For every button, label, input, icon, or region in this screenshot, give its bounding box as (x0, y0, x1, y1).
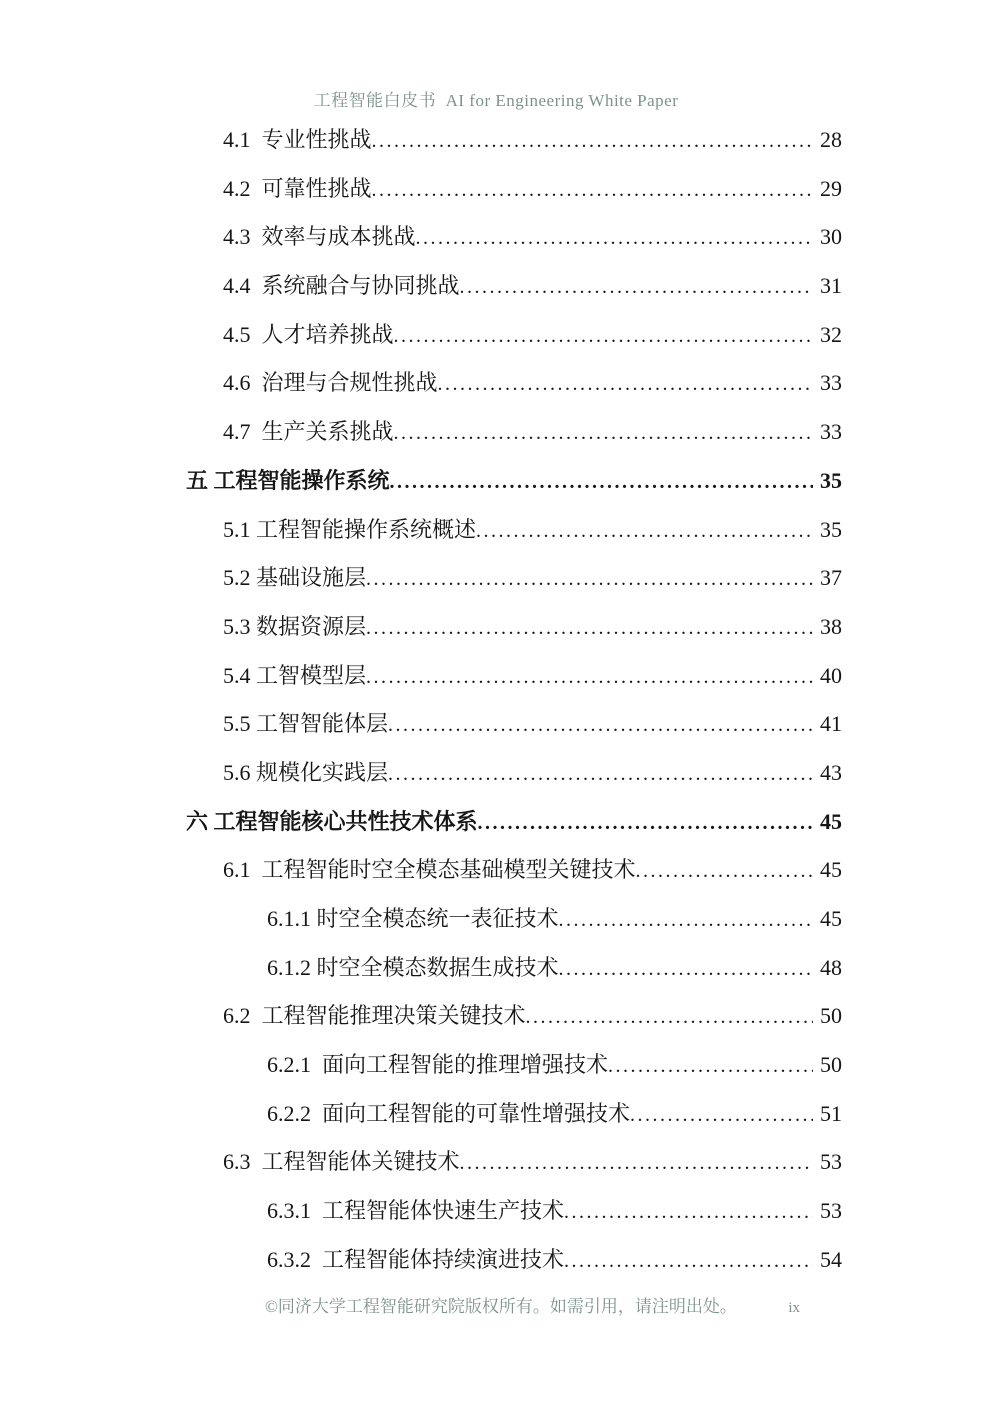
toc-entry-page: 54 (820, 1246, 842, 1272)
toc-entry[interactable] (186, 895, 842, 944)
toc-entry-label: 4.4 系统融合与协同挑战 (223, 273, 460, 299)
toc-entry[interactable] (186, 1187, 842, 1236)
dot-leader (366, 603, 813, 653)
toc-entry[interactable] (186, 311, 842, 360)
toc-entry-page: 37 (820, 565, 842, 591)
toc-entry[interactable] (186, 798, 842, 847)
toc-entry[interactable] (186, 846, 842, 895)
toc-entry[interactable] (186, 603, 842, 652)
toc-entry-page: 48 (820, 954, 842, 980)
toc-entry-label: 五 工程智能操作系统 (186, 467, 390, 493)
toc-entry-page: 35 (820, 467, 842, 493)
dot-leader (372, 165, 813, 215)
toc-entry-label: 4.5 人才培养挑战 (223, 321, 394, 347)
toc-entry-label: 4.3 效率与成本挑战 (223, 224, 416, 250)
toc-entry-page: 32 (820, 321, 842, 347)
dot-leader (372, 116, 813, 166)
toc-entry-page: 38 (820, 613, 842, 639)
toc-entry[interactable] (186, 1138, 842, 1187)
toc-entry-page: 43 (820, 759, 842, 785)
dot-leader (394, 408, 813, 458)
toc-entry-page: 35 (820, 516, 842, 542)
toc-entry-label: 5.4 工智模型层 (223, 662, 367, 688)
toc-entry-label: 六 工程智能核心共性技术体系 (186, 808, 478, 834)
toc-entry[interactable] (186, 944, 842, 993)
toc-entry-label: 5.3 数据资源层 (223, 613, 367, 639)
toc-entry-page: 45 (820, 906, 842, 931)
dot-leader (416, 213, 813, 263)
dot-leader (460, 262, 813, 312)
toc-entry[interactable] (186, 359, 842, 408)
toc-entry-page: 41 (820, 711, 842, 737)
dot-leader (366, 652, 813, 702)
toc-entry-label: 5.5 工智智能体层 (223, 711, 389, 737)
toc-entry-label: 4.7 生产关系挑战 (223, 419, 394, 445)
toc-entry-page: 50 (820, 1003, 842, 1029)
dot-leader (526, 992, 813, 1042)
toc-entry[interactable] (186, 652, 842, 701)
footer-copyright: ©同济大学工程智能研究院版权所有。如需引用，请注明出处。 (265, 1297, 737, 1316)
toc-entry-page: 29 (820, 175, 842, 201)
dot-leader (460, 1138, 813, 1188)
dot-leader (390, 457, 813, 507)
toc-entry[interactable] (186, 408, 842, 457)
toc-entry-page: 53 (820, 1198, 842, 1224)
toc-entry[interactable] (186, 700, 842, 749)
toc-entry-page: 45 (820, 808, 842, 834)
toc-entry-label: 5.2 基础设施层 (223, 565, 367, 591)
dot-leader (630, 1090, 813, 1140)
dot-leader (564, 1236, 813, 1286)
toc-entry-page: 45 (820, 857, 842, 883)
toc-entry[interactable] (186, 506, 842, 555)
toc-entry[interactable] (186, 165, 842, 214)
toc-entry[interactable] (186, 262, 842, 311)
dot-leader (559, 944, 813, 994)
toc-entry-page: 50 (820, 1052, 842, 1078)
toc-entry[interactable] (186, 1090, 842, 1139)
toc-entry-label: 6.3.1 工程智能体快速生产技术 (267, 1198, 565, 1224)
toc-entry-label: 6.2.1 面向工程智能的推理增强技术 (267, 1052, 609, 1078)
toc-entry-page: 51 (820, 1100, 842, 1126)
toc-list (186, 116, 842, 1285)
footer-page-number: ix (788, 1300, 800, 1316)
toc-entry[interactable] (186, 1236, 842, 1285)
toc-entry[interactable] (186, 1041, 842, 1090)
dot-leader (438, 359, 813, 409)
toc-entry-label: 6.2 工程智能推理决策关键技术 (223, 1003, 526, 1029)
toc-entry[interactable] (186, 213, 842, 262)
toc-entry-label: 4.6 治理与合规性挑战 (223, 370, 438, 396)
toc-entry-label: 6.3.2 工程智能体持续演进技术 (267, 1246, 565, 1272)
toc-entry-label: 4.2 可靠性挑战 (223, 175, 372, 201)
toc-entry[interactable] (186, 992, 842, 1041)
toc-entry-label: 6.2.2 面向工程智能的可靠性增强技术 (267, 1100, 631, 1126)
toc-entry-label: 5.1 工程智能操作系统概述 (223, 516, 477, 542)
toc-entry[interactable] (186, 749, 842, 798)
toc-entry-label: 6.3 工程智能体关键技术 (223, 1149, 460, 1175)
toc-entry[interactable] (186, 457, 842, 506)
dot-leader (388, 700, 813, 750)
toc-entry-label: 6.1.1 时空全模态统一表征技术 (267, 906, 559, 931)
toc-entry-page: 30 (820, 224, 842, 250)
dot-leader (478, 798, 813, 848)
dot-leader (564, 1187, 813, 1237)
dot-leader (608, 1041, 813, 1091)
toc-entry[interactable] (186, 116, 842, 165)
toc-entry-page: 33 (820, 419, 842, 445)
toc-entry-page: 33 (820, 370, 842, 396)
toc-entry-label: 4.1 专业性挑战 (223, 127, 372, 152)
dot-leader (366, 554, 813, 604)
toc-entry-page: 28 (820, 127, 842, 152)
toc-entry-label: 6.1 工程智能时空全模态基础模型关键技术 (223, 857, 636, 883)
running-header: 工程智能白皮书 AI for Engineering White Paper (313, 91, 679, 110)
toc-entry-page: 53 (820, 1149, 842, 1175)
dot-leader (636, 846, 813, 896)
dot-leader (394, 311, 813, 361)
toc-entry-page: 40 (820, 662, 842, 688)
dot-leader (559, 895, 813, 945)
toc-entry[interactable] (186, 554, 842, 603)
toc-entry-page: 31 (820, 273, 842, 299)
dot-leader (388, 749, 813, 799)
toc-entry-label: 6.1.2 时空全模态数据生成技术 (267, 954, 559, 980)
toc-entry-label: 5.6 规模化实践层 (223, 759, 389, 785)
dot-leader (476, 506, 813, 556)
